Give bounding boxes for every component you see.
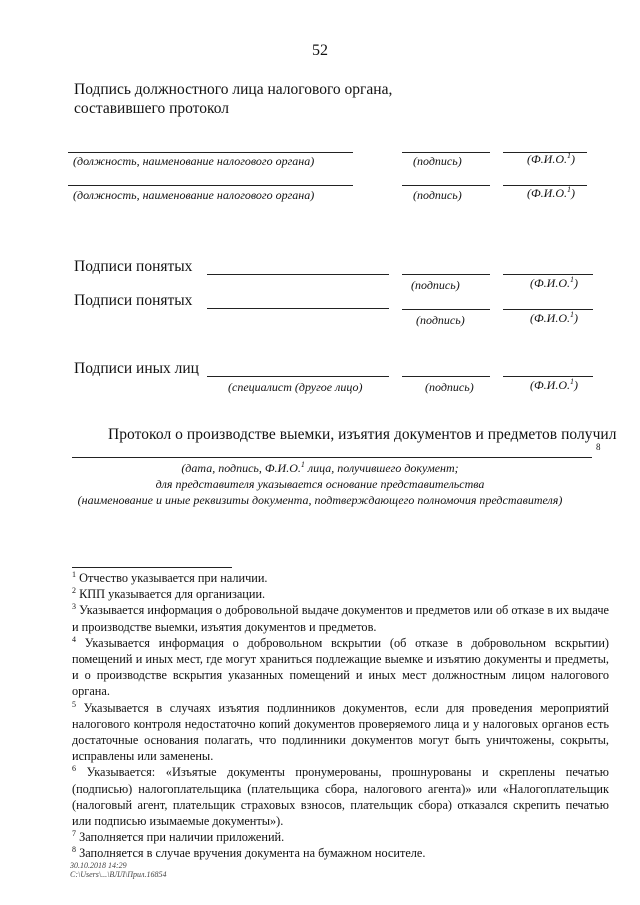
fio-caption: (Ф.И.О.$^1$)	[527, 185, 575, 200]
footnote-separator	[72, 567, 232, 568]
footnote-text: Заполняется при наличии приложений.	[76, 830, 285, 845]
footnote-text: КПП указывается для организации.	[76, 587, 266, 602]
footnote-number: 7	[72, 829, 76, 839]
footnote-number: 6	[72, 764, 76, 774]
signature-line	[402, 376, 490, 377]
footnote-number: 5	[72, 699, 76, 709]
footnote-number: 4	[72, 634, 76, 644]
recipient-line	[72, 457, 592, 458]
signature-caption: (подпись)	[425, 380, 474, 394]
footnote-text: Указывается информация о добровольной выдаче документов и предметов или об отказе в их выдаче и производстве выемки, изъятия документов и предметов.	[72, 603, 609, 634]
signature-caption: (подпись)	[413, 154, 462, 168]
fio-caption: (Ф.И.О.$^1$)	[530, 275, 578, 290]
footnote-number: 1	[72, 569, 76, 579]
signature-line	[402, 185, 490, 186]
page-number: 52	[312, 42, 328, 59]
representative-caption: для представителя указывается основание представительства	[155, 477, 485, 491]
signature-line	[402, 309, 490, 310]
authority-document-caption: (наименование и иные реквизиты документа, подтверждающего полномочия представителя)	[77, 493, 563, 507]
official-signature-heading: Подпись должностного лица налогового органа, составившего протокол	[74, 81, 393, 117]
specialist-caption: (специалист (другое лицо)	[228, 380, 363, 394]
recipient-caption: (дата, подпись, Ф.И.О.$^1$ лица, получившего документ;	[181, 460, 459, 475]
footnote-item	[72, 700, 609, 765]
print-stamp-path: С:\Users\...\ВЛЛ\Прил.16854	[70, 870, 167, 879]
protocol-received-text: Протокол о производстве выемки, изъятия документов и предметов получил	[108, 426, 617, 443]
footnote-item	[72, 570, 609, 586]
footnote-item	[72, 764, 609, 829]
signature-line	[402, 152, 490, 153]
footnote-item	[72, 586, 609, 602]
footnote-text: Указывается в случаях изъятия подлинников документов, если для проведения мероприятий налогового контроля недостаточно копий документов проверяемого лица и у налоговых органов есть достаточные основания полагать, что подлинники документов могут быть уничтожены, сокрыты, исправлены или заменены.	[72, 700, 609, 764]
fio-line	[503, 274, 593, 275]
position-caption: (должность, наименование налогового органа)	[73, 188, 315, 202]
print-stamp-date: 30.10.2018 14:29	[70, 861, 127, 870]
fio-caption: (Ф.И.О.$^1$)	[530, 310, 578, 325]
footnote-item	[72, 635, 609, 700]
footnote-ref-8: 8	[596, 442, 601, 452]
others-label: Подписи иных лиц	[74, 360, 199, 377]
footnotes	[72, 570, 609, 862]
footnote-number: 2	[72, 586, 76, 596]
position-line	[68, 152, 353, 153]
fio-line	[503, 376, 593, 377]
specialist-line	[207, 376, 389, 377]
signature-caption: (подпись)	[416, 313, 465, 327]
footnote-text: Отчество указывается при наличии.	[76, 571, 268, 585]
signature-caption: (подпись)	[411, 278, 460, 292]
footnote-text: Заполняется в случае вручения документа на бумажном носителе.	[76, 846, 426, 861]
fio-line	[503, 309, 593, 310]
witnesses-label: Подписи понятых	[74, 292, 193, 309]
footnote-number: 3	[72, 602, 76, 612]
witness-line	[207, 308, 389, 309]
witnesses-label: Подписи понятых	[74, 258, 193, 275]
signature-caption: (подпись)	[413, 188, 462, 202]
footnote-text: Указывается: «Изъятые документы пронумерованы, прошнурованы и скреплены печатью (подписью) налогоплательщика (плательщика сбора, налогового агента)» или «Налогоплательщик (налоговый агент, плательщик страховых взносов, плательщик сбора) отказался скрепить печатью или подписью изымаемые документы»).	[72, 765, 609, 829]
fio-caption: (Ф.И.О.$^1$)	[530, 377, 578, 392]
footnote-text: Указывается информация о добровольном вскрытии (об отказе в добровольном вскрытии) помещений и иных мест, где могут храниться подлежащие выемке и изъятию документы и предметы, и о производстве вскрытия указанных помещений и иных мест должностным лицом налогового органа.	[72, 635, 609, 699]
signature-line	[402, 274, 490, 275]
position-line	[68, 185, 353, 186]
footnote-number: 8	[72, 845, 76, 855]
witness-line	[207, 274, 389, 275]
fio-caption: (Ф.И.О.$^1$)	[527, 151, 575, 166]
position-caption: (должность, наименование налогового органа)	[73, 154, 315, 168]
footnote-item	[72, 829, 609, 845]
footnote-item	[72, 845, 609, 861]
footnote-item	[72, 602, 609, 634]
